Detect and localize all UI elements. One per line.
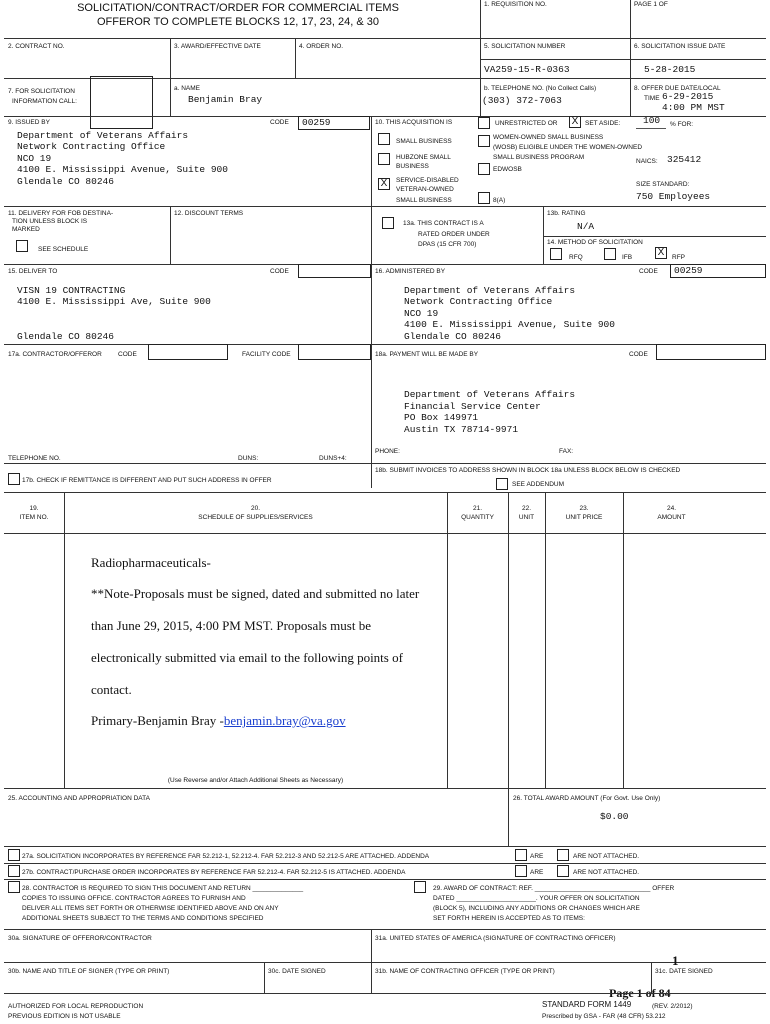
sdvosb-label-2: VETERAN-OWNED [396,186,454,193]
standard-form: STANDARD FORM 1449 [542,1000,632,1009]
administered-by-label: 16. ADMINISTERED BY [375,268,446,275]
clause-27b-are-not-label: ARE NOT ATTACHED. [573,869,640,876]
page-label: PAGE 1 OF [634,1,668,8]
sdvosb-label-1: SERVICE-DISABLED [396,177,459,184]
sig-31a-label: 31a. UNITED STATES OF AMERICA (SIGNATURE OF CONTRACTING OFFICER) [375,935,616,942]
sdvosb-label-3: SMALL BUSINESS [396,197,452,204]
schedule-line-2: **Note-Proposals must be signed, dated and submitted no later [91,586,420,601]
issuer-line-5: Glendale CO 80246 [17,176,114,187]
wosb-label-2: (WOSB) ELIGIBLE UNDER THE WOMEN-OWNED [493,144,643,151]
edwosb-label: EDWOSB [493,166,522,173]
primary-contact-text: Primary-Benjamin Bray - [91,713,224,728]
see-schedule-checkbox[interactable] [16,240,28,252]
issue-date-label: 6. SOLICITATION ISSUE DATE [634,43,726,50]
contractor-code-box[interactable] [148,344,228,360]
fax-label: FAX: [559,448,574,455]
rating-label: 13b. RATING [547,210,586,217]
contractor-label: 17a. CONTRACTOR/OFFEROR [8,351,102,358]
page-of-total: Page 1 of 84 [609,986,671,1000]
percent-for-label: % FOR: [670,121,694,128]
admin-line-4: 4100 E. Mississippi Avenue, Suite 900 [404,319,615,330]
size-standard-label: SIZE STANDARD: [636,181,690,188]
solicitation-no-label: 5. SOLICITATION NUMBER [484,43,566,50]
facility-code-box[interactable] [298,344,371,360]
clause-27b-are-checkbox[interactable] [515,865,527,877]
offer-due-date: 6-29-2015 [662,91,714,102]
issuer-line-2: Network Contracting Office [17,141,166,152]
schedule-line-1: Radiopharmaceuticals- [91,555,211,570]
admin-line-2: Network Contracting Office [404,296,553,307]
wosb-checkbox[interactable] [478,135,490,147]
size-standard: 750 Employees [636,191,711,202]
total-award-amount: $0.00 [600,811,629,822]
info-call-box [90,76,153,129]
rfp-label: RFP [672,254,685,261]
wosb-label-3: SMALL BUSINESS PROGRAM [493,154,585,161]
col-unit: UNIT [518,514,535,521]
set-aside-label: SET ASIDE: [585,120,621,127]
rated-order-label-3: DPAS (15 CFR 700) [418,241,477,248]
deliver-to-label: 15. DELIVER TO [8,268,58,275]
ifb-label: IFB [622,254,633,261]
clause-27a-are-checkbox[interactable] [515,849,527,861]
payment-line-1: Department of Veterans Affairs [404,389,576,400]
form-revision: (REV. 2/2012) [652,1003,693,1010]
solicitation-number: VA259-15-R-0363 [484,64,570,75]
payment-code-box [656,344,766,360]
payment-line-2: Financial Service Center [404,401,541,412]
schedule-line-3: than June 29, 2015, 4:00 PM MST. Proposals must be [91,618,371,633]
clause-27b-are-label: ARE [530,869,544,876]
issuer-line-4: 4100 E. Mississippi Avenue, Suite 900 [17,164,228,175]
hubzone-label-2: BUSINESS [396,163,429,170]
clause-27b-checkbox[interactable] [8,865,20,877]
page-number: 1 [672,953,679,968]
duns-label: DUNS: [238,455,259,462]
wosb-label-1: WOMEN-OWNED SMALL BUSINESS [493,134,604,141]
submit-invoices-label: 18b. SUBMIT INVOICES TO ADDRESS SHOWN IN BLOCK 18a UNLESS BLOCK BELOW IS CHECKED [375,467,681,474]
contractor-code-label: CODE [118,351,137,358]
telephone-label: b. TELEPHONE NO. (No Collect Calls) [484,85,597,92]
total-award-label: 26. TOTAL AWARD AMOUNT (For Govt. Use Only) [513,795,661,802]
col-unit-num: 22. [521,505,532,512]
unrestricted-checkbox[interactable] [478,117,490,129]
rated-order-label-1: 13a. THIS CONTRACT IS A [403,220,484,227]
clause-27a-are-not-checkbox[interactable] [557,849,569,861]
deliver-to-code-label: CODE [270,268,289,275]
clause-27a-label: 27a. SOLICITATION INCORPORATES BY REFERENCE FAR 52.212-1, 52.212-4. FAR 52.212-3 AND 52.212-5 ARE ATTACHED. ADDENDA [22,853,430,860]
issue-date: 5-28-2015 [644,64,696,75]
clause-28-line-4: ADDITIONAL SHEETS SUBJECT TO THE TERMS AND CONDITIONS SPECIFIED [22,915,264,922]
col-item-no: ITEM NO. [19,514,49,521]
deliver-to-code-box [298,264,371,278]
small-business-label: SMALL BUSINESS [396,138,452,145]
delivery-label-1: 11. DELIVERY FOR FOB DESTINA- [8,210,114,217]
col-quantity: QUANTITY [461,514,494,521]
previous-edition: PREVIOUS EDITION IS NOT USABLE [8,1013,121,1020]
clause-28-line-1: 28. CONTRACTOR IS REQUIRED TO SIGN THIS DOCUMENT AND RETURN ______________ [22,885,304,892]
hubzone-label-1: HUBZONE SMALL [396,154,451,161]
see-schedule-label: SEE SCHEDULE [38,246,89,253]
payment-line-4: Austin TX 78714-9971 [404,424,519,435]
issued-by-label: 9. ISSUED BY [8,119,50,126]
offer-due-label: 8. OFFER DUE DATE/LOCAL [634,85,721,92]
admin-line-3: NCO 19 [404,308,439,319]
time-label: TIME [644,95,660,102]
duns4-label: DUNS+4: [319,455,347,462]
info-call-label-1: 7. FOR SOLICITATION [8,88,75,95]
accounting-label: 25. ACCOUNTING AND APPROPRIATION DATA [8,795,150,802]
admin-line-1: Department of Veterans Affairs [404,285,576,296]
issued-by-code-label: CODE [270,119,289,126]
clause-27a-are-not-label: ARE NOT ATTACHED. [573,853,640,860]
order-no-label: 4. ORDER NO. [299,43,344,50]
payment-by-label: 18a. PAYMENT WILL BE MADE BY [375,351,479,358]
clause-29-line-4: SET FORTH HEREIN IS ACCEPTED AS TO ITEMS: [433,915,585,922]
form-title-line1: SOLICITATION/CONTRACT/ORDER FOR COMMERCIAL ITEMS [77,2,399,14]
method-label: 14. METHOD OF SOLICITATION [547,239,643,246]
naics-code: 325412 [667,154,702,165]
remittance-label: 17b. CHECK IF REMITTANCE IS DIFFERENT AND PUT SUCH ADDRESS IN OFFER [22,477,272,484]
deliver-line-2: 4100 E. Mississippi Ave, Suite 900 [17,296,211,307]
sig-30a-label: 30a. SIGNATURE OF OFFEROR/CONTRACTOR [8,935,152,942]
payment-code-label: CODE [629,351,648,358]
phone-label: PHONE: [375,448,400,455]
unrestricted-label: UNRESTRICTED OR [495,120,558,127]
ifb-checkbox[interactable] [604,248,616,260]
name-label: a. NAME [174,85,201,92]
sig-31c-label: 31c. DATE SIGNED [655,968,713,975]
edwosb-checkbox[interactable] [478,163,490,175]
clause-29-line-3: (BLOCK 5), INCLUDING ANY ADDITIONS OR CHANGES WHICH ARE [433,905,640,912]
col-quantity-num: 21. [472,505,483,512]
col-unit-price: UNIT PRICE [565,514,603,521]
naics-label: NAICS: [636,158,658,165]
see-addendum-label: SEE ADDENDUM [512,481,565,488]
discount-terms-label: 12. DISCOUNT TERMS [174,210,244,217]
offer-due-time: 4:00 PM MST [662,102,725,113]
acquisition-label: 10. THIS ACQUISITION IS [375,119,453,126]
col-unit-price-num: 23. [579,505,589,512]
rated-order-label-2: RATED ORDER UNDER [418,231,490,238]
rating-value: N/A [577,221,595,232]
delivery-label-2: TION UNLESS BLOCK IS [12,218,88,225]
issuer-line-1: Department of Veterans Affairs [17,130,189,141]
facility-code-label: FACILITY CODE [242,351,291,358]
primary-email-link[interactable]: benjamin.bray@va.gov [223,713,346,728]
schedule-line-4: electronically submitted via email to the following points of [91,650,403,665]
col-item-no-num: 19. [29,505,39,512]
contract-no-label: 2. CONTRACT NO. [8,43,65,50]
sig-30b-label: 30b. NAME AND TITLE OF SIGNER (TYPE OR PRINT) [8,968,170,975]
authorized-reproduction: AUTHORIZED FOR LOCAL REPRODUCTION [8,1003,144,1010]
payment-line-3: PO Box 149971 [404,412,479,423]
clause-27a-are-label: ARE [530,853,544,860]
primary-contact-line [91,713,346,729]
rfq-checkbox[interactable] [550,248,562,260]
award-date-label: 3. AWARD/EFFECTIVE DATE [174,43,261,50]
admin-line-5: Glendale CO 80246 [404,331,501,342]
sig-31b-label: 31b. NAME OF CONTRACTING OFFICER (TYPE OR PRINT) [375,968,555,975]
rated-order-checkbox[interactable] [382,217,394,229]
set-aside-percent: 100 [643,115,661,126]
requisition-no-label: 1. REQUISITION NO. [484,1,547,8]
clause-29-checkbox[interactable] [414,881,426,893]
form-title-line2: OFFEROR TO COMPLETE BLOCKS 12, 17, 23, 24, & 30 [96,16,380,28]
administered-code-label: CODE [639,268,658,275]
prescribed-by: Prescribed by GSA - FAR (48 CFR) 53.212 [542,1013,666,1020]
info-call-label-2: INFORMATION CALL: [12,98,77,105]
clause-27a-checkbox[interactable] [8,849,20,861]
col-amount-num: 24. [666,505,677,512]
col-amount: AMOUNT [657,514,686,521]
schedule-line-5: contact. [91,682,132,697]
clause-28-checkbox[interactable] [8,881,20,893]
see-addendum-checkbox[interactable] [496,478,508,490]
clause-28-line-2: COPIES TO ISSUING OFFICE. CONTRACTOR AGREES TO FURNISH AND [22,895,246,902]
contact-name: Benjamin Bray [188,94,263,105]
clause-29-line-1: 29. AWARD OF CONTRACT: REF. ________________________________ OFFER [433,885,675,892]
clause-28-line-3: DELIVER ALL ITEMS SET FORTH OR OTHERWISE IDENTIFIED ABOVE AND ON ANY [22,905,279,912]
col-schedule-num: 20. [250,505,261,512]
col-schedule: SCHEDULE OF SUPPLIES/SERVICES [198,514,313,521]
sdvosb-checkbox[interactable]: X [378,178,390,190]
deliver-line-5: Glendale CO 80246 [17,331,114,342]
eight-a-label: 8(A) [493,197,506,204]
rfq-label: RFQ [569,254,583,261]
delivery-label-3: MARKED [12,226,40,233]
administered-code: 00259 [674,265,703,276]
clause-27b-are-not-checkbox[interactable] [557,865,569,877]
remittance-checkbox[interactable] [8,473,20,485]
telephone-no-label: TELEPHONE NO. [8,455,61,462]
hubzone-checkbox[interactable] [378,153,390,165]
eight-a-checkbox[interactable] [478,192,490,204]
set-aside-checkbox[interactable]: X [569,116,581,128]
rfp-checkbox[interactable]: X [655,247,667,259]
issuer-line-3: NCO 19 [17,153,52,164]
clause-29-line-2: DATED ______________________. YOUR OFFER ON SOLICITATION [433,895,640,902]
sig-30c-label: 30c. DATE SIGNED [268,968,326,975]
deliver-line-1: VISN 19 CONTRACTING [17,285,126,296]
contact-phone: (303) 372-7063 [482,95,562,106]
small-business-checkbox[interactable] [378,133,390,145]
reverse-note: (Use Reverse and/or Attach Additional Sheets as Necessary) [167,777,344,784]
clause-27b-label: 27b. CONTRACT/PURCHASE ORDER INCORPORATES BY REFERENCE FAR 52.212-4. FAR 52.212-5 IS ATTACHED. ADDENDA [22,869,406,876]
issued-by-code: 00259 [302,117,331,128]
